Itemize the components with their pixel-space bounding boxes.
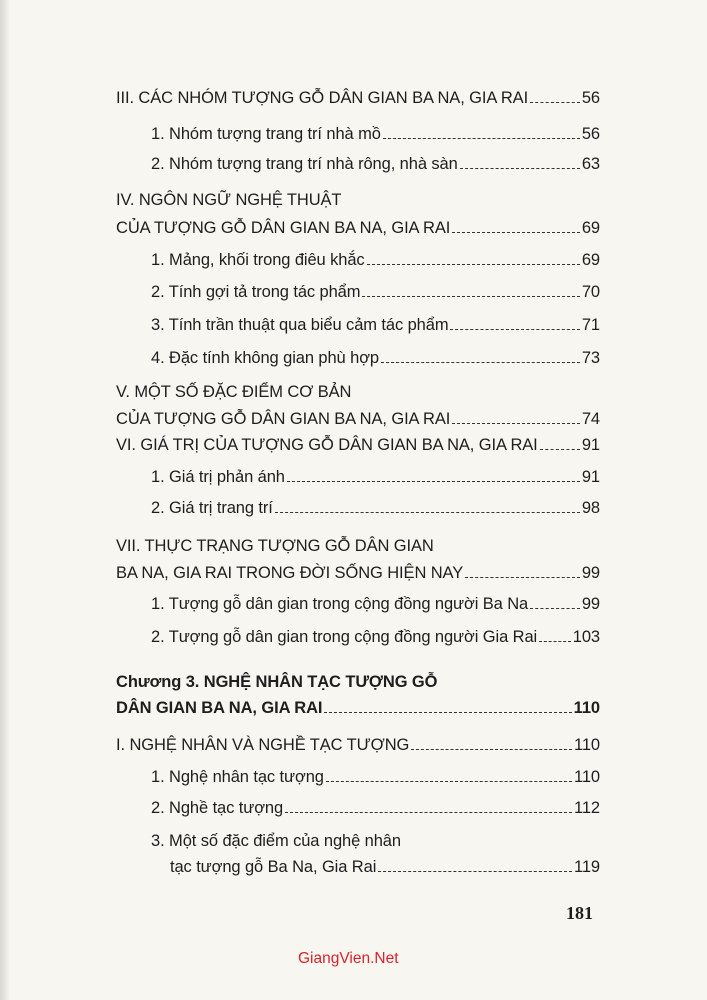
toc-entry (151, 586, 600, 614)
toc-entry (170, 849, 600, 877)
toc-entry-title: CỦA TƯỢNG GỖ DÂN GIAN BA NA, GIA RAI (116, 410, 451, 428)
toc-entry (116, 80, 600, 108)
toc-entry (116, 690, 600, 718)
toc-entry-page: 91 (581, 468, 600, 486)
toc-entry-page: 69 (581, 251, 600, 269)
toc-entry-title: 3. Một số đặc điểm của nghệ nhân (151, 832, 401, 850)
toc-entry-page: 99 (581, 595, 600, 613)
toc-leader-dots (465, 576, 580, 578)
toc-entry-page: 119 (573, 858, 600, 876)
toc-entry-page: 73 (581, 349, 600, 367)
toc-entry (116, 727, 600, 755)
toc-leader-dots (362, 295, 579, 297)
toc-leader-dots (411, 748, 572, 750)
toc-entry (151, 242, 600, 270)
page-spine-shadow (0, 0, 10, 1000)
toc-entry-title: 2. Tượng gỗ dân gian trong cộng đồng người Gia Rai (151, 628, 538, 646)
toc-entry-page: 56 (581, 89, 600, 107)
toc-entry (151, 759, 600, 787)
toc-entry-page: 69 (581, 219, 600, 237)
toc-entry-title: 1. Nghệ nhân tạc tượng (151, 768, 324, 786)
toc-entry-title: 2. Giá trị trang trí (151, 499, 273, 517)
toc-leader-dots (381, 361, 580, 363)
toc-entry (116, 664, 437, 692)
toc-entry (151, 274, 600, 302)
toc-leader-dots (452, 422, 580, 424)
toc-entry (116, 427, 600, 455)
toc-leader-dots (383, 137, 580, 139)
toc-leader-dots (452, 231, 580, 233)
toc-entry-title: III. CÁC NHÓM TƯỢNG GỖ DÂN GIAN BA NA, GIA RAI (116, 89, 529, 107)
toc-entry-page: 110 (573, 768, 600, 786)
toc-entry (116, 528, 434, 556)
toc-entry-page: 110 (573, 699, 600, 717)
toc-entry-title: tạc tượng gỗ Ba Na, Gia Rai (170, 858, 377, 876)
toc-entry-page: 98 (581, 499, 600, 517)
toc-entry-title: VI. GIÁ TRỊ CỦA TƯỢNG GỖ DÂN GIAN BA NA, GIA RAI (116, 436, 538, 454)
toc-entry-title: V. MỘT SỐ ĐẶC ĐIỂM CƠ BẢN (116, 383, 352, 401)
toc-leader-dots (326, 780, 572, 782)
toc-leader-dots (287, 480, 580, 482)
toc-entry-title: 1. Nhóm tượng trang trí nhà mồ (151, 125, 381, 143)
toc-leader-dots (450, 328, 579, 330)
toc-entry-title: DÂN GIAN BA NA, GIA RAI (116, 699, 323, 717)
toc-entry-page: 56 (581, 125, 600, 143)
toc-leader-dots (539, 640, 571, 642)
toc-entry (116, 374, 351, 402)
toc-leader-dots (324, 711, 571, 713)
toc-entry-title: 2. Tính gợi tả trong tác phẩm (151, 283, 361, 301)
toc-entry-title: 1. Tượng gỗ dân gian trong cộng đồng người Ba Na (151, 595, 529, 613)
toc-entry (151, 146, 600, 174)
toc-entry-title: IV. NGÔN NGỮ NGHỆ THUẬT (116, 191, 342, 209)
toc-leader-dots (530, 101, 580, 103)
toc-entry-title: 2. Nhóm tượng trang trí nhà rông, nhà sàn (151, 155, 458, 173)
toc-entry-title: Chương 3. NGHỆ NHÂN TẠC TƯỢNG GỖ (116, 673, 438, 691)
toc-entry (151, 116, 600, 144)
toc-entry-title: 1. Mảng, khối trong điêu khắc (151, 251, 365, 269)
toc-entry-title: VII. THỰC TRẠNG TƯỢNG GỖ DÂN GIAN (116, 537, 434, 555)
toc-entry-page: 70 (581, 283, 600, 301)
toc-entry (151, 459, 600, 487)
toc-entry-title: 1. Giá trị phản ánh (151, 468, 285, 486)
toc-entry-title: 3. Tính trần thuật qua biểu cảm tác phẩm (151, 316, 449, 334)
toc-leader-dots (378, 870, 572, 872)
toc-entry (151, 619, 600, 647)
toc-entry (151, 823, 401, 851)
toc-entry (116, 555, 600, 583)
page-number: 181 (566, 903, 593, 923)
toc-entry-title: I. NGHỆ NHÂN VÀ NGHỀ TẠC TƯỢNG (116, 736, 410, 754)
toc-entry-page: 63 (581, 155, 600, 173)
watermark-text: GiangVien.Net (298, 950, 399, 967)
toc-entry-page: 99 (581, 564, 600, 582)
toc-entry (151, 340, 600, 368)
toc-entry-page: 91 (581, 436, 600, 454)
toc-leader-dots (275, 511, 580, 513)
toc-entry (116, 210, 600, 238)
toc-entry (151, 790, 600, 818)
toc-entry (151, 490, 600, 518)
toc-entry (116, 401, 600, 429)
toc-entry-title: 4. Đặc tính không gian phù hợp (151, 349, 379, 367)
toc-entry-page: 103 (572, 628, 600, 646)
toc-entry-page: 112 (573, 799, 600, 817)
toc-entry-title: BA NA, GIA RAI TRONG ĐỜI SỐNG HIỆN NAY (116, 564, 464, 582)
toc-entry (116, 182, 341, 210)
toc-entry-title: 2. Nghề tạc tượng (151, 799, 284, 817)
toc-entry-title: CỦA TƯỢNG GỖ DÂN GIAN BA NA, GIA RAI (116, 219, 451, 237)
toc-leader-dots (530, 607, 580, 609)
toc-leader-dots (285, 811, 572, 813)
toc-leader-dots (460, 167, 580, 169)
toc-entry-page: 71 (581, 316, 600, 334)
toc-entry-page: 110 (573, 736, 600, 754)
toc-leader-dots (367, 263, 580, 265)
toc-leader-dots (540, 448, 580, 450)
toc-entry-page: 74 (581, 410, 600, 428)
toc-entry (151, 307, 600, 335)
